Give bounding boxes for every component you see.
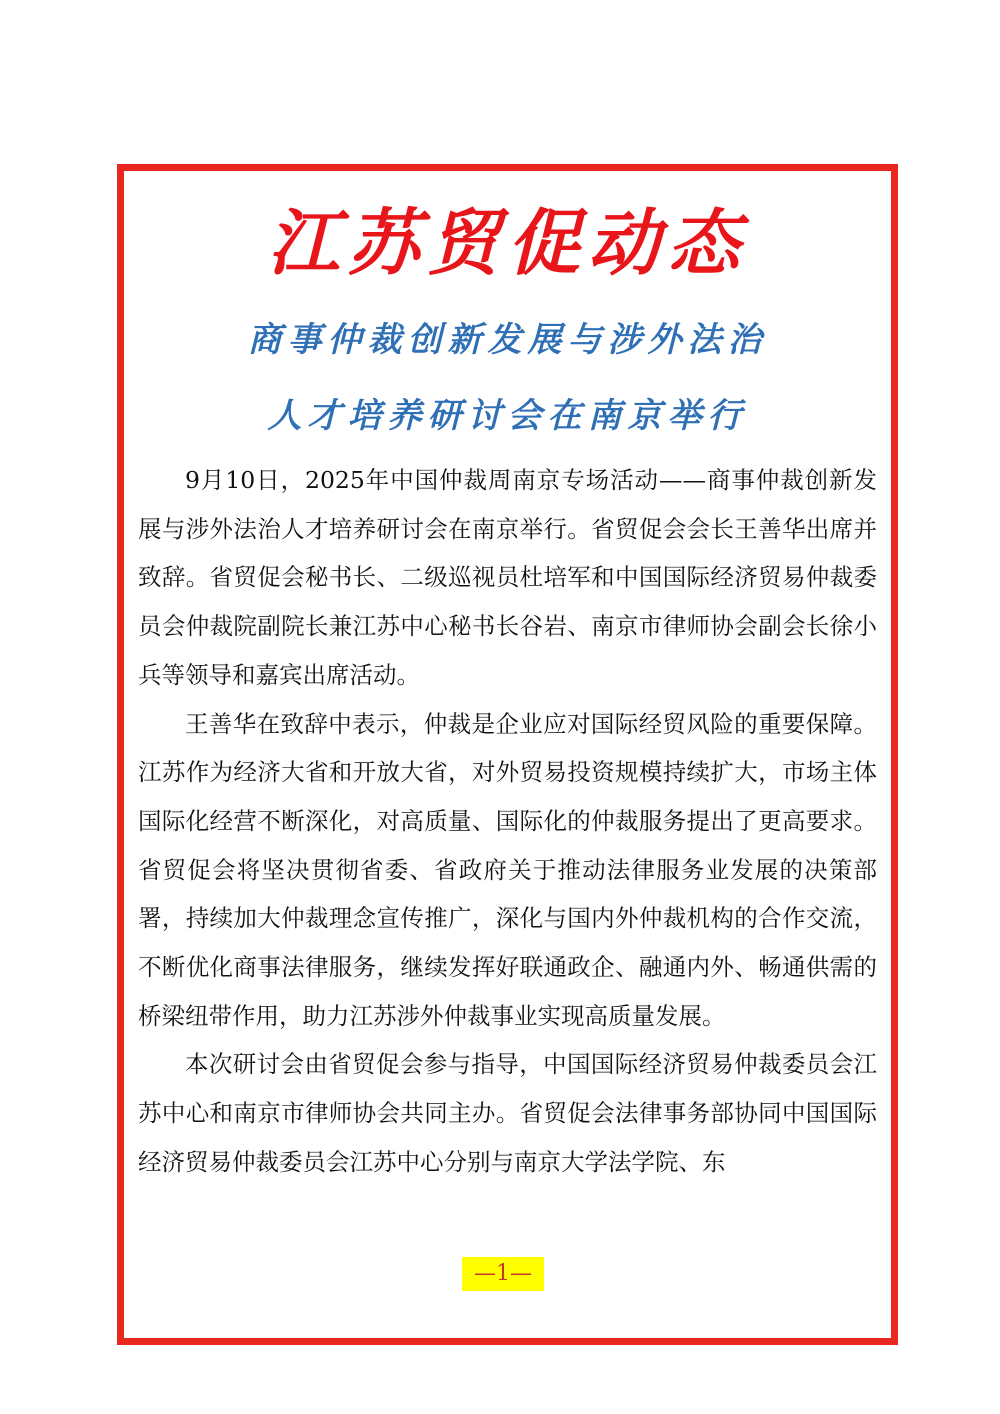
page-number: —1— — [462, 1257, 544, 1291]
masthead-title: 江苏贸促动态 — [267, 200, 748, 285]
paragraph-3: 本次研讨会由省贸促会参与指导，中国国际经济贸易仲裁委员会江苏中心和南京市律师协会共同主办。省贸促会法律事务部协同中国国际经济贸易仲裁委员会江苏中心分别与南京大学法学院、东 — [138, 1050, 877, 1176]
headline-line-2: 人才培养研讨会在南京举行 — [267, 396, 748, 436]
paragraph-1: 9月10日，2025年中国仲裁周南京专场活动——商事仲裁创新发展与涉外法治人才培养研讨会在南京举行。省贸促会会长王善华出席并致辞。省贸促会秘书长、二级巡视员杜培军和中国国际经济贸易仲裁委员会仲裁院副院长兼江苏中心秘书长谷岩、南京市律师协会副会长徐小兵等领导和嘉宾出席活动。 — [138, 466, 877, 689]
paragraph-2: 王善华在致辞中表示，仲裁是企业应对国际经贸风险的重要保障。江苏作为经济大省和开放大省，对外贸易投资规模持续扩大，市场主体国际化经营不断深化，对高质量、国际化的仲裁服务提出了更高要求。省贸促会将坚决贯彻省委、省政府关于推动法律服务业发展的决策部署，持续加大仲裁理念宣传推广，深化与国内外仲裁机构的合作交流，不断优化商事法律服务，继续发挥好联通政企、融通内外、畅通供需的桥梁纽带作用，助力江苏涉外仲裁事业实现高质量发展。 — [138, 709, 877, 1030]
headline-line-1: 商事仲裁创新发展与涉外法治 — [247, 320, 768, 360]
page-border-frame — [117, 164, 898, 1345]
article-body — [138, 456, 877, 1187]
